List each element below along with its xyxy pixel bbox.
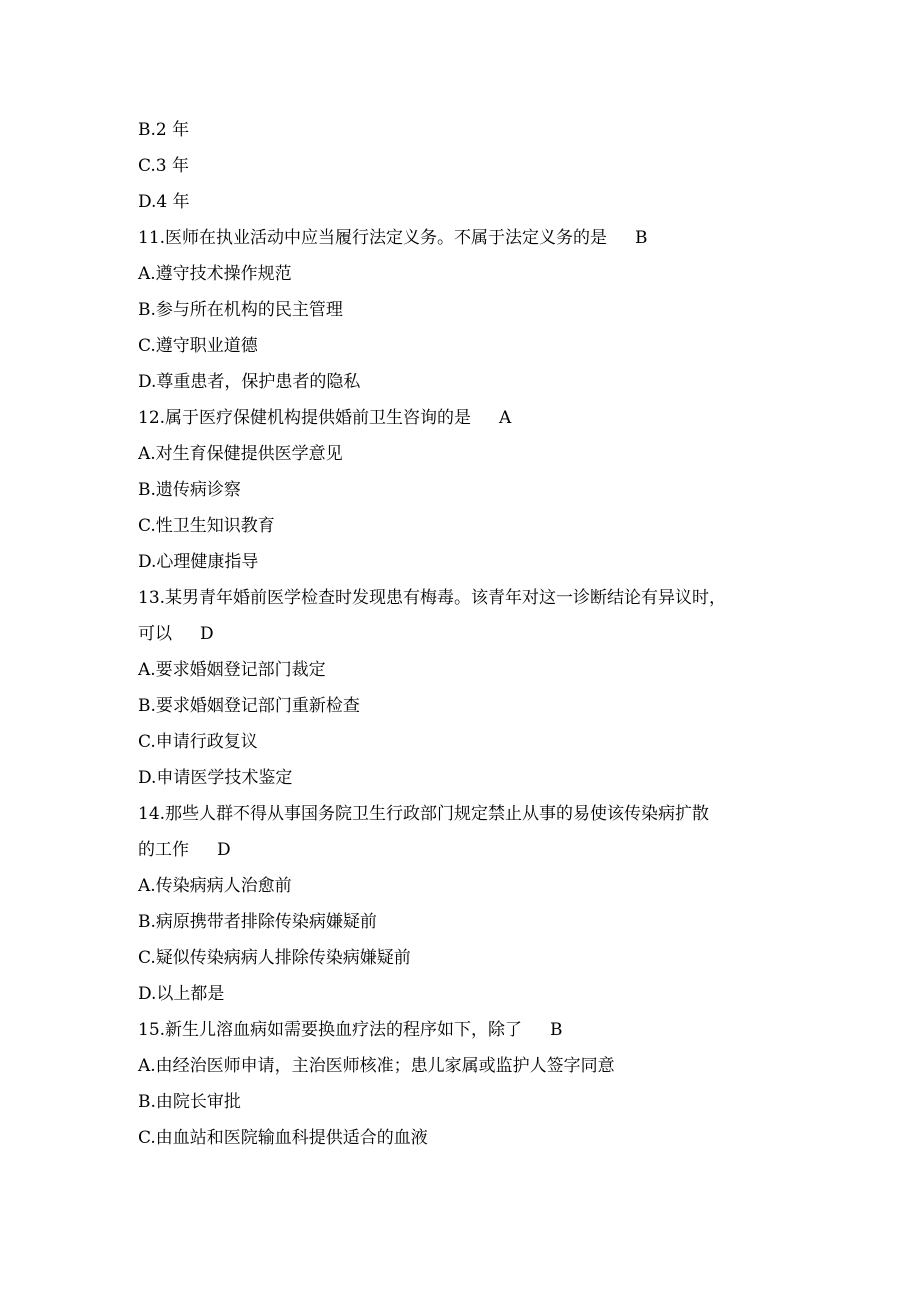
answer-key: D <box>200 624 214 644</box>
option-line <box>138 292 798 328</box>
line-text: 可以 <box>138 624 172 644</box>
option-line <box>138 976 798 1012</box>
question-line <box>138 796 798 832</box>
answer-key: A <box>499 408 512 428</box>
line-text: D.申请医学技术鉴定 <box>138 768 293 788</box>
line-text: B.2 年 <box>138 120 190 140</box>
option-line <box>138 1048 798 1084</box>
line-text: A.要求婚姻登记部门裁定 <box>138 660 326 680</box>
option-line <box>138 256 798 292</box>
question-line <box>138 1012 798 1048</box>
option-line <box>138 148 798 184</box>
option-line <box>138 364 798 400</box>
line-text: B.要求婚姻登记部门重新检查 <box>138 696 360 716</box>
line-text: C.申请行政复议 <box>138 732 258 752</box>
option-line <box>138 760 798 796</box>
option-line <box>138 1084 798 1120</box>
line-text: C.由血站和医院输血科提供适合的血液 <box>138 1128 428 1148</box>
option-line <box>138 472 798 508</box>
line-text: D.尊重患者，保护患者的隐私 <box>138 372 361 392</box>
option-line <box>138 328 798 364</box>
question-line-continued <box>138 832 798 868</box>
option-line <box>138 688 798 724</box>
line-text: A.由经治医师申请，主治医师核准；患儿家属或监护人签字同意 <box>138 1056 615 1076</box>
line-text: A.遵守技术操作规范 <box>138 264 292 284</box>
option-line <box>138 940 798 976</box>
answer-key: D <box>217 840 231 860</box>
question-line <box>138 580 798 616</box>
line-text: 的工作 <box>138 840 189 860</box>
option-line <box>138 544 798 580</box>
line-text: D.心理健康指导 <box>138 552 259 572</box>
question-line-continued <box>138 616 798 652</box>
line-text: 11.医师在执业活动中应当履行法定义务。不属于法定义务的是 <box>138 228 608 248</box>
line-text: B.病原携带者排除传染病嫌疑前 <box>138 912 377 932</box>
question-line <box>138 220 798 256</box>
line-text: C.性卫生知识教育 <box>138 516 275 536</box>
line-text: C.遵守职业道德 <box>138 336 258 356</box>
option-line <box>138 868 798 904</box>
line-text: D.以上都是 <box>138 984 225 1004</box>
line-text: 15.新生儿溶血病如需要换血疗法的程序如下，除了 <box>138 1020 523 1040</box>
option-line <box>138 652 798 688</box>
answer-key: B <box>635 228 648 248</box>
option-line <box>138 724 798 760</box>
line-text: C.疑似传染病病人排除传染病嫌疑前 <box>138 948 411 968</box>
line-text: A.传染病病人治愈前 <box>138 876 292 896</box>
answer-key: B <box>550 1020 563 1040</box>
line-text: D.4 年 <box>138 192 190 212</box>
option-line <box>138 112 798 148</box>
option-line <box>138 436 798 472</box>
line-text: B.参与所在机构的民主管理 <box>138 300 343 320</box>
option-line <box>138 904 798 940</box>
line-text: C.3 年 <box>138 156 190 176</box>
line-text: 12.属于医疗保健机构提供婚前卫生咨询的是 <box>138 408 472 428</box>
question-line <box>138 400 798 436</box>
option-line <box>138 184 798 220</box>
option-line <box>138 1120 798 1156</box>
line-text: A.对生育保健提供医学意见 <box>138 444 343 464</box>
line-text: 13.某男青年婚前医学检查时发现患有梅毒。该青年对这一诊断结论有异议时， <box>138 588 727 608</box>
line-text: B.由院长审批 <box>138 1092 241 1112</box>
line-text: 14.那些人群不得从事国务院卫生行政部门规定禁止从事的易使该传染病扩散 <box>138 804 710 824</box>
line-text: B.遗传病诊察 <box>138 480 241 500</box>
document-body <box>138 112 798 1156</box>
option-line <box>138 508 798 544</box>
